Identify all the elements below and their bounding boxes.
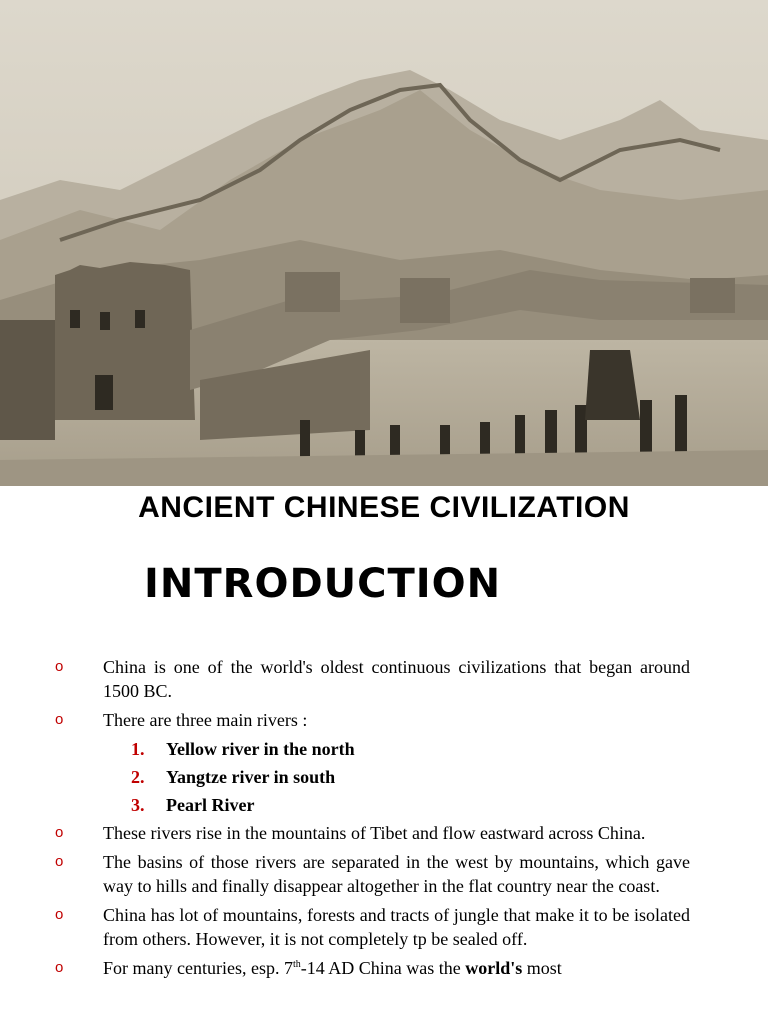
circle-bullet-icon: o xyxy=(55,658,64,675)
river-item: 3. Pearl River xyxy=(131,795,255,815)
body-text xyxy=(0,655,768,985)
list-item: o The basins of those rivers are separated in the west by mountains, which gave way to hills and finally disappear altogether in the flat country near the coast. xyxy=(55,852,690,896)
circle-bullet-icon: o xyxy=(55,853,64,870)
section-heading: INTRODUCTION xyxy=(144,561,502,607)
great-wall-engraving-image xyxy=(0,0,768,486)
list-item: o These rivers rise in the mountains of Tibet and flow eastward across China. xyxy=(55,823,646,843)
circle-bullet-icon: o xyxy=(55,711,64,728)
list-item: o For many centuries, esp. 7th-14 AD China was the world's most xyxy=(55,958,562,978)
river-item: 2. Yangtze river in south xyxy=(131,767,336,787)
circle-bullet-icon: o xyxy=(55,959,64,976)
circle-bullet-icon: o xyxy=(55,906,64,923)
river-item: 1. Yellow river in the north xyxy=(131,739,355,759)
circle-bullet-icon: o xyxy=(55,824,64,841)
list-item: o There are three main rivers : xyxy=(55,710,308,730)
page-title: ANCIENT CHINESE CIVILIZATION xyxy=(138,491,630,524)
list-item: o China is one of the world's oldest continuous civilizations that began around 1500 BC. xyxy=(55,657,690,701)
list-item: o China has lot of mountains, forests and tracts of jungle that make it to be isolated from others. However, it is not completely tp be sealed off. xyxy=(55,905,690,949)
